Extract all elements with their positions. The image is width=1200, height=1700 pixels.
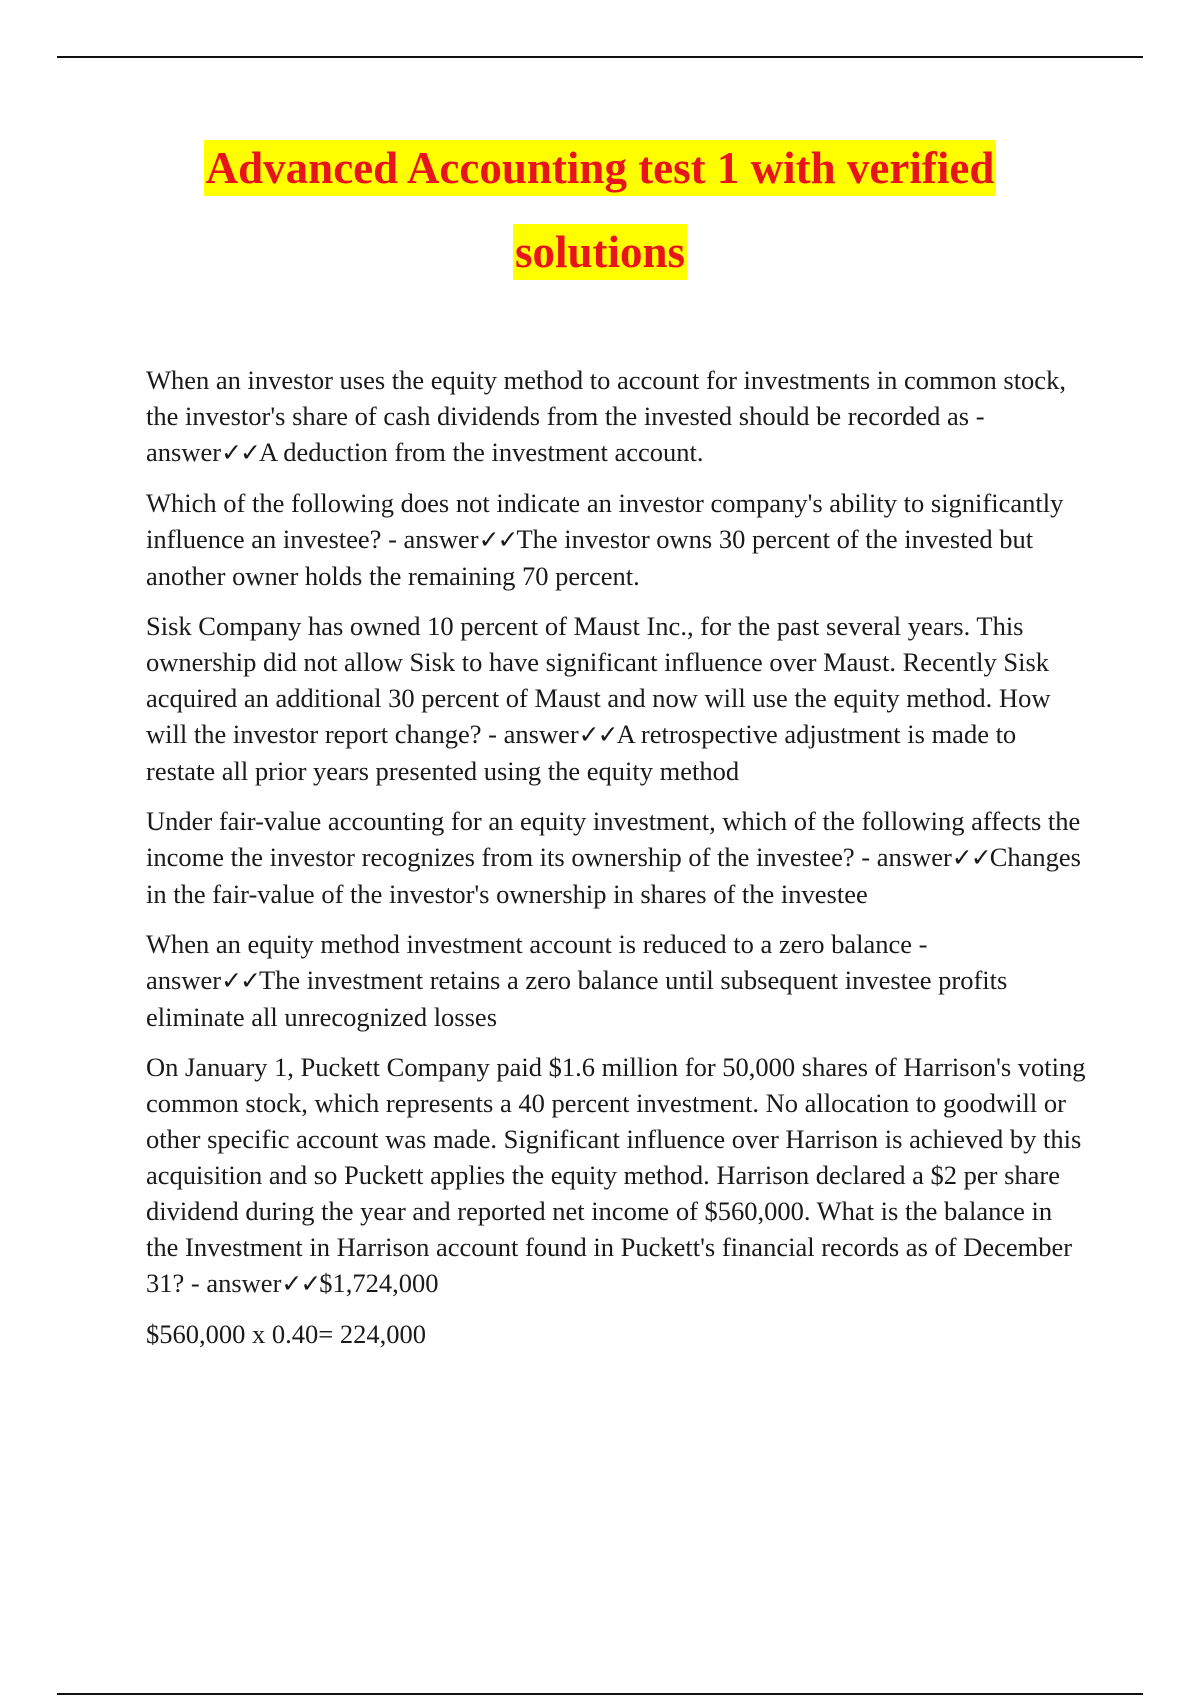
double-check-icon: ✓✓: [951, 843, 990, 872]
bottom-divider: [57, 1693, 1143, 1695]
answer-prefix: - answer: [861, 842, 952, 872]
answer-text: $1,724,000: [319, 1268, 439, 1298]
answer-prefix: - answer: [388, 524, 479, 554]
answer-text: A deduction from the investment account.: [258, 437, 704, 467]
question-text: Under fair-value accounting for an equity investment, which of the following affects the income the investor recognizes from its ownership of the investee?: [146, 806, 1081, 872]
qa-item: [146, 362, 1086, 471]
question-text: When an investor uses the equity method to account for investments in common stock, the investor's share of cash dividends from the invested should be recorded as: [146, 365, 1066, 431]
question-text: Sisk Company has owned 10 percent of Maust Inc., for the past several years. This ownership did not allow Sisk to have significant influence over Maust. Recently Sisk acquired an additional 30 percent of Maust and now will use the equity method. How will the investor report change?: [146, 611, 1051, 749]
qa-item: [146, 926, 1086, 1035]
answer-text: The investment retains a zero balance until subsequent investee profits eliminate all unrecognized losses: [146, 965, 1008, 1032]
answer-prefix: - answer: [190, 1268, 282, 1298]
qa-item: [146, 1049, 1086, 1302]
qa-item: [146, 485, 1086, 594]
qa-item: [146, 608, 1086, 789]
double-check-icon: ✓✓: [578, 720, 617, 749]
answer-text: A retrospective adjustment is made to restate all prior years presented using the equity method: [146, 719, 1017, 786]
title-line-2: solutions: [513, 224, 687, 280]
answer-prefix: - answer: [488, 719, 579, 749]
document-body: [146, 362, 1086, 1366]
double-check-icon: ✓✓: [281, 1269, 320, 1298]
question-text: Which of the following does not indicate an investor company's ability to significantly influence an investee?: [146, 488, 1064, 554]
double-check-icon: ✓✓: [221, 966, 259, 995]
calculation-line: $560,000 x 0.40= 224,000: [146, 1319, 426, 1349]
double-check-icon: ✓✓: [221, 438, 259, 467]
double-check-icon: ✓✓: [478, 525, 517, 554]
answer-prefix: - answer: [146, 401, 985, 467]
answer-prefix: - answer: [146, 929, 928, 995]
document-title: [0, 140, 1200, 280]
question-text: On January 1, Puckett Company paid $1.6 million for 50,000 shares of Harrison's voting common stock, which represents a 40 percent investment. No allocation to goodwill or other specific account was made. Significant influence over Harrison is achieved by this acquisition and so Puckett applies the equity method. Harrison declared a $2 per share dividend during the year and reported net income of $560,000. What is the balance in the Investment in Harrison account found in Puckett's financial records as of December 31?: [146, 1052, 1086, 1298]
question-text: When an equity method investment account is reduced to a zero balance: [146, 929, 919, 959]
top-divider: [57, 56, 1143, 58]
qa-item: [146, 803, 1086, 912]
answer-text: Changes in the fair-value of the investor's ownership in shares of the investee: [146, 842, 1081, 909]
answer-text: The investor owns 30 percent of the invested but another owner holds the remaining 70 percent.: [146, 524, 1034, 591]
title-line-1: Advanced Accounting test 1 with verified: [204, 140, 997, 196]
